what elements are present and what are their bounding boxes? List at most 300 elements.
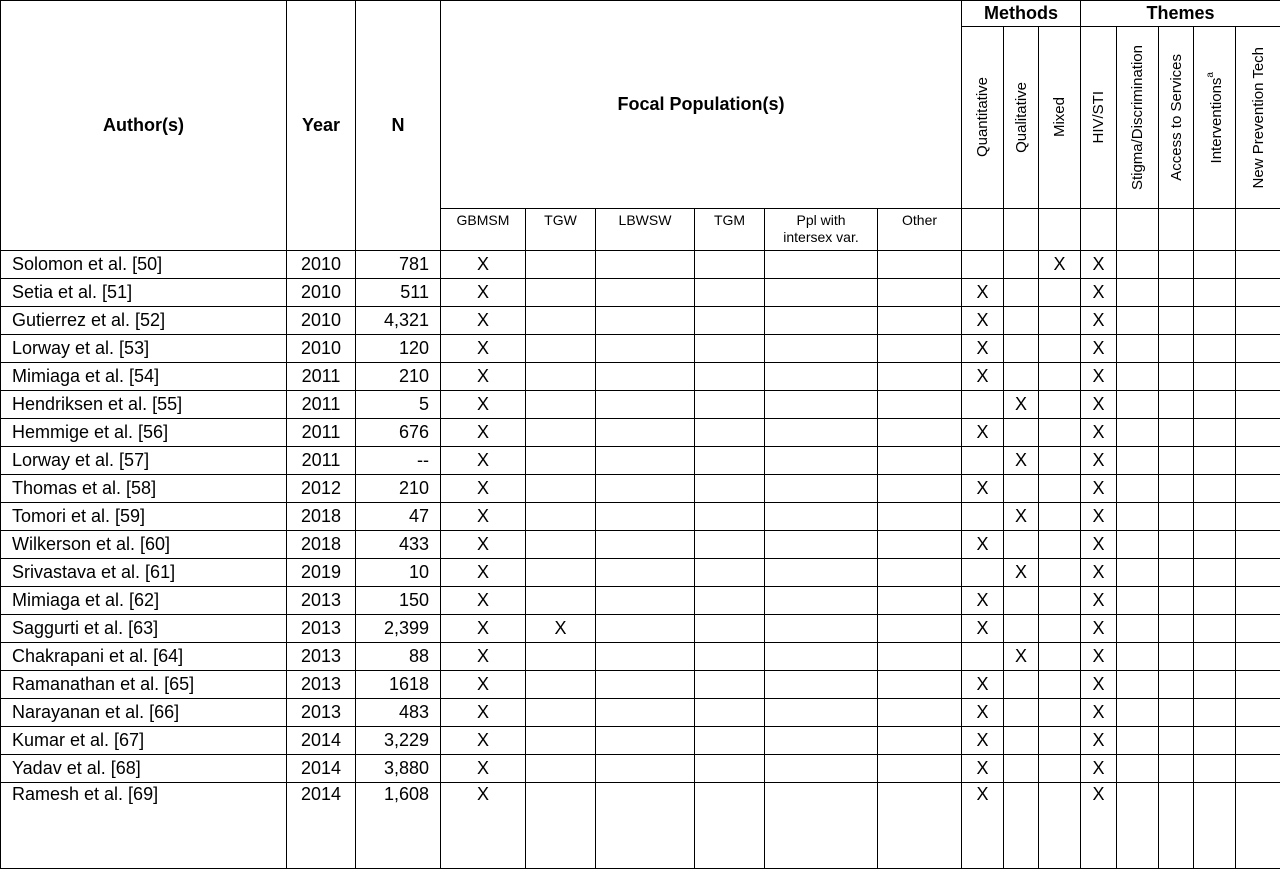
check-cell: X xyxy=(962,587,1004,615)
check-cell xyxy=(878,419,962,447)
author-cell: Mimiaga et al. [62] xyxy=(1,587,287,615)
year-cell: 2019 xyxy=(287,559,356,587)
year-cell: 2013 xyxy=(287,615,356,643)
check-cell: X xyxy=(962,615,1004,643)
check-cell xyxy=(1194,699,1236,727)
table-row xyxy=(1,251,1280,279)
check-cell: X xyxy=(962,279,1004,307)
check-cell xyxy=(695,335,765,363)
check-cell xyxy=(596,699,695,727)
check-cell: X xyxy=(1081,615,1117,643)
check-cell: X xyxy=(962,755,1004,783)
check-cell xyxy=(765,671,878,699)
check-cell xyxy=(765,727,878,755)
check-cell xyxy=(695,419,765,447)
check-cell xyxy=(1159,475,1194,503)
check-cell xyxy=(1194,279,1236,307)
check-cell xyxy=(596,587,695,615)
check-cell xyxy=(1194,447,1236,475)
check-cell xyxy=(526,531,596,559)
check-cell: X xyxy=(441,419,526,447)
check-cell xyxy=(878,503,962,531)
check-cell xyxy=(878,643,962,671)
author-cell: Solomon et al. [50] xyxy=(1,251,287,279)
check-cell: X xyxy=(441,671,526,699)
check-cell: X xyxy=(1081,671,1117,699)
check-cell: X xyxy=(441,699,526,727)
check-cell xyxy=(878,279,962,307)
check-cell xyxy=(1236,447,1280,475)
table-row xyxy=(1,419,1280,447)
check-cell xyxy=(1236,727,1280,755)
check-cell xyxy=(1236,559,1280,587)
check-cell: X xyxy=(441,615,526,643)
check-cell xyxy=(1194,251,1236,279)
pop-intersex-header: Ppl with intersex var. xyxy=(765,209,878,251)
check-cell xyxy=(962,643,1004,671)
check-cell: X xyxy=(441,363,526,391)
empty-cell xyxy=(1236,209,1280,251)
method-mixed-header: Mixed xyxy=(1039,27,1081,209)
check-cell xyxy=(596,671,695,699)
check-cell xyxy=(1117,475,1159,503)
check-cell: X xyxy=(1081,307,1117,335)
check-cell xyxy=(878,755,962,783)
check-cell xyxy=(695,531,765,559)
check-cell: X xyxy=(962,727,1004,755)
check-cell xyxy=(1004,363,1039,391)
check-cell xyxy=(1236,587,1280,615)
check-cell xyxy=(1194,419,1236,447)
check-cell xyxy=(1039,475,1081,503)
author-cell: Tomori et al. [59] xyxy=(1,503,287,531)
check-cell xyxy=(878,391,962,419)
author-cell: Mimiaga et al. [54] xyxy=(1,363,287,391)
focal-population-header: Focal Population(s) xyxy=(441,1,962,209)
check-cell xyxy=(1159,783,1194,869)
check-cell xyxy=(1159,307,1194,335)
check-cell xyxy=(1004,475,1039,503)
author-cell: Lorway et al. [53] xyxy=(1,335,287,363)
n-cell: 3,229 xyxy=(356,727,441,755)
table-row xyxy=(1,447,1280,475)
check-cell: X xyxy=(962,699,1004,727)
check-cell xyxy=(526,363,596,391)
n-cell: 10 xyxy=(356,559,441,587)
check-cell xyxy=(526,475,596,503)
n-cell: 210 xyxy=(356,475,441,503)
check-cell xyxy=(596,475,695,503)
check-cell xyxy=(1159,251,1194,279)
check-cell xyxy=(596,307,695,335)
check-cell: X xyxy=(1081,531,1117,559)
check-cell xyxy=(1004,587,1039,615)
check-cell xyxy=(695,559,765,587)
empty-cell xyxy=(1194,209,1236,251)
n-cell: 3,880 xyxy=(356,755,441,783)
check-cell xyxy=(962,391,1004,419)
check-cell xyxy=(1039,503,1081,531)
check-cell xyxy=(695,307,765,335)
check-cell xyxy=(596,279,695,307)
author-cell: Lorway et al. [57] xyxy=(1,447,287,475)
check-cell xyxy=(1117,559,1159,587)
check-cell xyxy=(695,363,765,391)
check-cell xyxy=(695,643,765,671)
check-cell: X xyxy=(1039,251,1081,279)
footnote-marker: a xyxy=(1204,71,1216,78)
check-cell xyxy=(878,615,962,643)
n-cell: 150 xyxy=(356,587,441,615)
table-row xyxy=(1,755,1280,783)
check-cell xyxy=(1117,531,1159,559)
check-cell xyxy=(1159,335,1194,363)
check-cell xyxy=(1004,699,1039,727)
table-row xyxy=(1,391,1280,419)
check-cell xyxy=(1236,699,1280,727)
check-cell: X xyxy=(1081,447,1117,475)
check-cell xyxy=(526,699,596,727)
n-cell: 1,608 xyxy=(356,783,441,869)
year-cell: 2014 xyxy=(287,755,356,783)
empty-cell xyxy=(962,209,1004,251)
year-cell: 2010 xyxy=(287,251,356,279)
check-cell: X xyxy=(441,643,526,671)
check-cell xyxy=(1159,531,1194,559)
check-cell xyxy=(596,391,695,419)
check-cell xyxy=(526,727,596,755)
check-cell xyxy=(1039,335,1081,363)
check-cell xyxy=(1236,307,1280,335)
n-cell: 4,321 xyxy=(356,307,441,335)
check-cell xyxy=(765,391,878,419)
check-cell xyxy=(765,699,878,727)
author-cell: Hemmige et al. [56] xyxy=(1,419,287,447)
n-cell: 210 xyxy=(356,363,441,391)
check-cell xyxy=(1194,475,1236,503)
check-cell xyxy=(1039,391,1081,419)
table-row xyxy=(1,503,1280,531)
check-cell xyxy=(1117,503,1159,531)
check-cell xyxy=(1236,783,1280,869)
year-cell: 2014 xyxy=(287,727,356,755)
check-cell xyxy=(526,783,596,869)
n-cell: 47 xyxy=(356,503,441,531)
table-row xyxy=(1,587,1280,615)
check-cell xyxy=(596,503,695,531)
check-cell xyxy=(1159,699,1194,727)
n-cell: 120 xyxy=(356,335,441,363)
check-cell xyxy=(962,559,1004,587)
check-cell xyxy=(526,335,596,363)
check-cell xyxy=(765,279,878,307)
table-row xyxy=(1,671,1280,699)
check-cell xyxy=(695,587,765,615)
check-cell: X xyxy=(441,755,526,783)
author-cell: Thomas et al. [58] xyxy=(1,475,287,503)
check-cell xyxy=(1004,307,1039,335)
check-cell xyxy=(1194,531,1236,559)
check-cell xyxy=(765,615,878,643)
check-cell xyxy=(695,279,765,307)
theme-hiv-sti-header: HIV/STI xyxy=(1081,27,1117,209)
check-cell xyxy=(1159,643,1194,671)
check-cell: X xyxy=(441,503,526,531)
check-cell xyxy=(1236,643,1280,671)
check-cell xyxy=(526,587,596,615)
check-cell xyxy=(962,503,1004,531)
author-cell: Kumar et al. [67] xyxy=(1,727,287,755)
check-cell: X xyxy=(441,335,526,363)
check-cell: X xyxy=(962,783,1004,869)
check-cell xyxy=(1159,727,1194,755)
check-cell xyxy=(1159,447,1194,475)
check-cell xyxy=(1236,279,1280,307)
check-cell xyxy=(1039,587,1081,615)
check-cell xyxy=(1194,643,1236,671)
check-cell xyxy=(1117,643,1159,671)
theme-stigma-header: Stigma/Discrimination xyxy=(1117,27,1159,209)
check-cell: X xyxy=(962,307,1004,335)
check-cell xyxy=(695,447,765,475)
check-cell xyxy=(878,699,962,727)
check-cell xyxy=(596,531,695,559)
check-cell xyxy=(526,447,596,475)
check-cell xyxy=(596,559,695,587)
check-cell: X xyxy=(1081,727,1117,755)
n-cell: 1618 xyxy=(356,671,441,699)
check-cell xyxy=(878,335,962,363)
check-cell xyxy=(1039,531,1081,559)
check-cell xyxy=(962,251,1004,279)
check-cell xyxy=(1236,755,1280,783)
check-cell xyxy=(765,559,878,587)
check-cell xyxy=(1117,587,1159,615)
check-cell: X xyxy=(1081,643,1117,671)
table-row xyxy=(1,475,1280,503)
year-cell: 2013 xyxy=(287,671,356,699)
n-cell: 511 xyxy=(356,279,441,307)
check-cell xyxy=(1117,699,1159,727)
check-cell xyxy=(1004,251,1039,279)
check-cell xyxy=(526,643,596,671)
n-cell: 5 xyxy=(356,391,441,419)
check-cell xyxy=(878,727,962,755)
check-cell: X xyxy=(1081,251,1117,279)
check-cell xyxy=(1236,335,1280,363)
author-cell: Yadav et al. [68] xyxy=(1,755,287,783)
check-cell xyxy=(1236,475,1280,503)
check-cell xyxy=(1159,391,1194,419)
year-cell: 2012 xyxy=(287,475,356,503)
check-cell: X xyxy=(962,335,1004,363)
check-cell: X xyxy=(1081,419,1117,447)
check-cell xyxy=(1039,447,1081,475)
check-cell xyxy=(1117,279,1159,307)
check-cell xyxy=(526,251,596,279)
methods-header: Methods xyxy=(962,1,1081,27)
year-cell: 2011 xyxy=(287,447,356,475)
themes-header: Themes xyxy=(1081,1,1280,27)
table-row xyxy=(1,727,1280,755)
check-cell xyxy=(1117,755,1159,783)
check-cell xyxy=(1159,587,1194,615)
check-cell xyxy=(596,615,695,643)
check-cell xyxy=(765,783,878,869)
author-cell: Setia et al. [51] xyxy=(1,279,287,307)
pop-tgm-header: TGM xyxy=(695,209,765,251)
check-cell xyxy=(526,419,596,447)
check-cell: X xyxy=(962,475,1004,503)
year-cell: 2013 xyxy=(287,587,356,615)
n-cell: 781 xyxy=(356,251,441,279)
check-cell: X xyxy=(441,307,526,335)
method-quantitative-header: Quantitative xyxy=(962,27,1004,209)
pop-gbmsm-header: GBMSM xyxy=(441,209,526,251)
check-cell: X xyxy=(526,615,596,643)
check-cell xyxy=(765,531,878,559)
check-cell xyxy=(596,643,695,671)
check-cell xyxy=(695,671,765,699)
check-cell xyxy=(1039,363,1081,391)
year-cell: 2010 xyxy=(287,307,356,335)
check-cell: X xyxy=(441,587,526,615)
check-cell xyxy=(1039,699,1081,727)
check-cell xyxy=(526,503,596,531)
theme-new-prevention-header: New Prevention Tech xyxy=(1236,27,1280,209)
theme-access-header: Access to Services xyxy=(1159,27,1194,209)
check-cell xyxy=(1004,671,1039,699)
check-cell xyxy=(1159,363,1194,391)
check-cell: X xyxy=(1081,699,1117,727)
author-cell: Wilkerson et al. [60] xyxy=(1,531,287,559)
check-cell xyxy=(765,475,878,503)
check-cell xyxy=(1236,419,1280,447)
check-cell: X xyxy=(1004,643,1039,671)
table-row xyxy=(1,279,1280,307)
check-cell: X xyxy=(441,475,526,503)
check-cell xyxy=(1194,391,1236,419)
method-qualitative-header: Qualitative xyxy=(1004,27,1039,209)
check-cell xyxy=(1039,419,1081,447)
author-cell: Srivastava et al. [61] xyxy=(1,559,287,587)
table-body xyxy=(1,251,1280,869)
pop-lbwsw-header: LBWSW xyxy=(596,209,695,251)
check-cell xyxy=(596,727,695,755)
check-cell xyxy=(1117,363,1159,391)
author-cell: Ramanathan et al. [65] xyxy=(1,671,287,699)
empty-cell xyxy=(1081,209,1117,251)
check-cell xyxy=(1039,755,1081,783)
check-cell xyxy=(526,307,596,335)
table-row xyxy=(1,363,1280,391)
check-cell xyxy=(878,363,962,391)
table-row xyxy=(1,699,1280,727)
empty-cell xyxy=(1004,209,1039,251)
check-cell xyxy=(695,503,765,531)
check-cell: X xyxy=(1004,447,1039,475)
empty-cell xyxy=(1159,209,1194,251)
check-cell: X xyxy=(1081,755,1117,783)
check-cell xyxy=(765,503,878,531)
check-cell xyxy=(1236,671,1280,699)
check-cell xyxy=(1117,615,1159,643)
check-cell xyxy=(1117,783,1159,869)
check-cell xyxy=(765,363,878,391)
check-cell xyxy=(526,559,596,587)
check-cell xyxy=(695,755,765,783)
check-cell xyxy=(1236,391,1280,419)
check-cell xyxy=(1004,755,1039,783)
check-cell xyxy=(1039,279,1081,307)
check-cell xyxy=(878,307,962,335)
check-cell: X xyxy=(441,447,526,475)
check-cell: X xyxy=(1081,587,1117,615)
check-cell xyxy=(765,587,878,615)
check-cell xyxy=(1039,783,1081,869)
check-cell xyxy=(1236,615,1280,643)
check-cell: X xyxy=(441,391,526,419)
check-cell xyxy=(1117,419,1159,447)
year-header: Year xyxy=(287,1,356,251)
check-cell xyxy=(1236,363,1280,391)
check-cell xyxy=(1159,503,1194,531)
check-cell xyxy=(1004,419,1039,447)
check-cell: X xyxy=(1081,335,1117,363)
year-cell: 2018 xyxy=(287,503,356,531)
check-cell xyxy=(1236,251,1280,279)
author-cell: Hendriksen et al. [55] xyxy=(1,391,287,419)
n-cell: 2,399 xyxy=(356,615,441,643)
year-cell: 2011 xyxy=(287,419,356,447)
author-cell: Saggurti et al. [63] xyxy=(1,615,287,643)
check-cell xyxy=(526,755,596,783)
check-cell xyxy=(1236,531,1280,559)
check-cell xyxy=(695,783,765,869)
year-cell: 2011 xyxy=(287,391,356,419)
check-cell xyxy=(1194,307,1236,335)
n-cell: 433 xyxy=(356,531,441,559)
check-cell xyxy=(878,587,962,615)
check-cell xyxy=(878,251,962,279)
author-header: Author(s) xyxy=(1,1,287,251)
check-cell: X xyxy=(1081,391,1117,419)
check-cell xyxy=(695,699,765,727)
check-cell xyxy=(1159,419,1194,447)
check-cell xyxy=(1117,447,1159,475)
check-cell xyxy=(596,755,695,783)
check-cell xyxy=(596,447,695,475)
check-cell: X xyxy=(1081,783,1117,869)
check-cell xyxy=(765,335,878,363)
author-cell: Narayanan et al. [66] xyxy=(1,699,287,727)
check-cell xyxy=(1039,643,1081,671)
check-cell: X xyxy=(441,783,526,869)
pop-tgw-header: TGW xyxy=(526,209,596,251)
check-cell xyxy=(878,447,962,475)
check-cell: X xyxy=(441,559,526,587)
year-cell: 2013 xyxy=(287,699,356,727)
table-row xyxy=(1,559,1280,587)
check-cell: X xyxy=(441,279,526,307)
check-cell xyxy=(695,251,765,279)
check-cell xyxy=(596,363,695,391)
year-cell: 2010 xyxy=(287,279,356,307)
check-cell xyxy=(526,391,596,419)
author-cell: Gutierrez et al. [52] xyxy=(1,307,287,335)
table-row xyxy=(1,307,1280,335)
check-cell xyxy=(1159,559,1194,587)
